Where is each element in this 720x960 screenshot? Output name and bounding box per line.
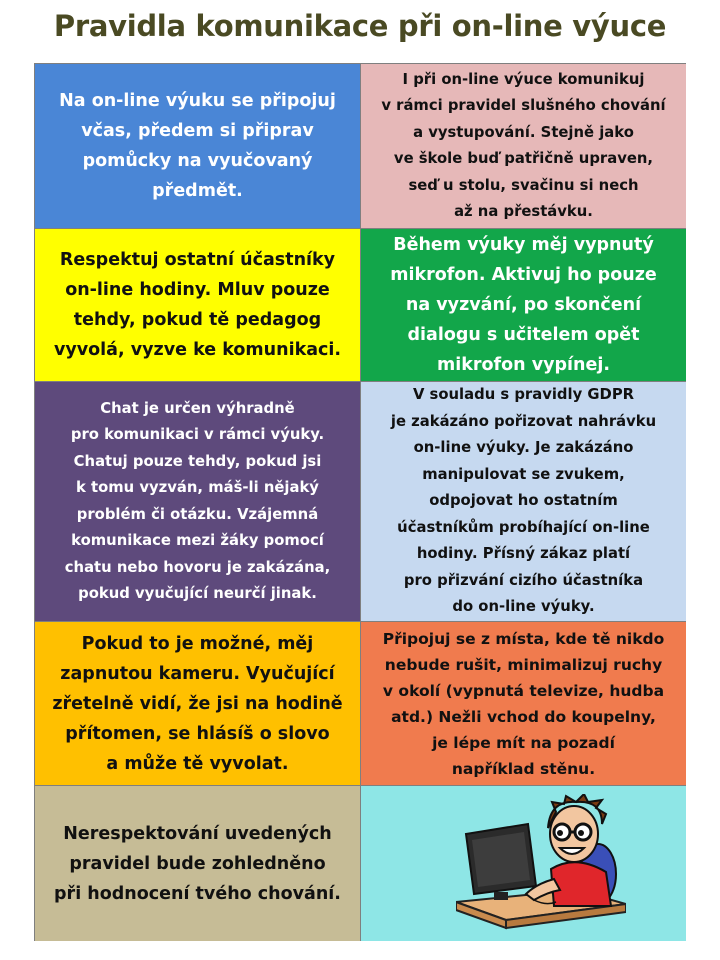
- rule-join-on-time: [35, 64, 361, 229]
- rule-text: Připojuj se z místa, kde tě nikdo nebude rušit, minimalizuj ruchy v okolí (vypnutá televize, hudba atd.) Nežli vchod do koupelny, je lépe mít na pozadí například stěnu.: [382, 629, 665, 778]
- illustration-cell: [361, 786, 686, 941]
- rule-text: I při on-line výuce komunikuj v rámci pravidel slušného chování a vystupování. Stejně jako ve škole buď patřičně upraven, seď u stolu, svačinu si nech až na přestávku.: [381, 70, 666, 220]
- rule-camera-on: [35, 622, 361, 786]
- gamer-at-computer-illustration: [456, 794, 626, 934]
- rule-chat-usage: [35, 382, 361, 622]
- rule-quiet-place: [361, 622, 686, 786]
- rule-respect-participants: [35, 229, 361, 382]
- rules-table: [34, 63, 686, 941]
- rule-polite-behaviour: [361, 64, 686, 229]
- page-title: Pravidla komunikace při on-line výuce: [53, 9, 667, 43]
- rule-text: Během výuky měj vypnutý mikrofon. Aktivuj ho pouze na vyzvání, po skončení dialogu s učitelem opět mikrofon vypínej.: [390, 235, 657, 375]
- rule-text: V souladu s pravidly GDPR je zakázáno pořizovat nahrávku on-line výuky. Je zakázáno manipulovat se zvukem, odpojovat ho ostatním účastníkům probíhající on-line hodiny. Přísný zákaz platí pro přizvání cizího účastníka do on-line výuky.: [390, 386, 657, 616]
- rule-microphone-off: [361, 229, 686, 382]
- rule-text: Respektuj ostatní účastníky on-line hodiny. Mluv pouze tehdy, pokud tě pedagog vyvolá, vyzve ke komunikaci.: [53, 250, 342, 360]
- rule-gdpr-recording: [361, 382, 686, 622]
- rule-text: Na on-line výuku se připojuj včas, předem si připrav pomůcky na vyučovaný předmět.: [59, 91, 336, 201]
- rule-text: Pokud to je možné, měj zapnutou kameru. Vyučující zřetelně vidí, že jsi na hodině přítomen, se hlásíš o slovo a může tě vyvolat.: [52, 633, 343, 774]
- rule-text: Chat je určen výhradně pro komunikaci v rámci výuky. Chatuj pouze tehdy, pokud jsi k tomu vyzván, máš-li nějaký problém či otázku. Vzájemná komunikace mezi žáky pomocí chatu nebo hovoru je zakázána, pokud vyučující neurčí jinak.: [64, 399, 331, 602]
- rule-consequences: [35, 786, 361, 941]
- rule-text: Nerespektování uvedených pravidel bude zohledněno při hodnocení tvého chování.: [54, 823, 341, 904]
